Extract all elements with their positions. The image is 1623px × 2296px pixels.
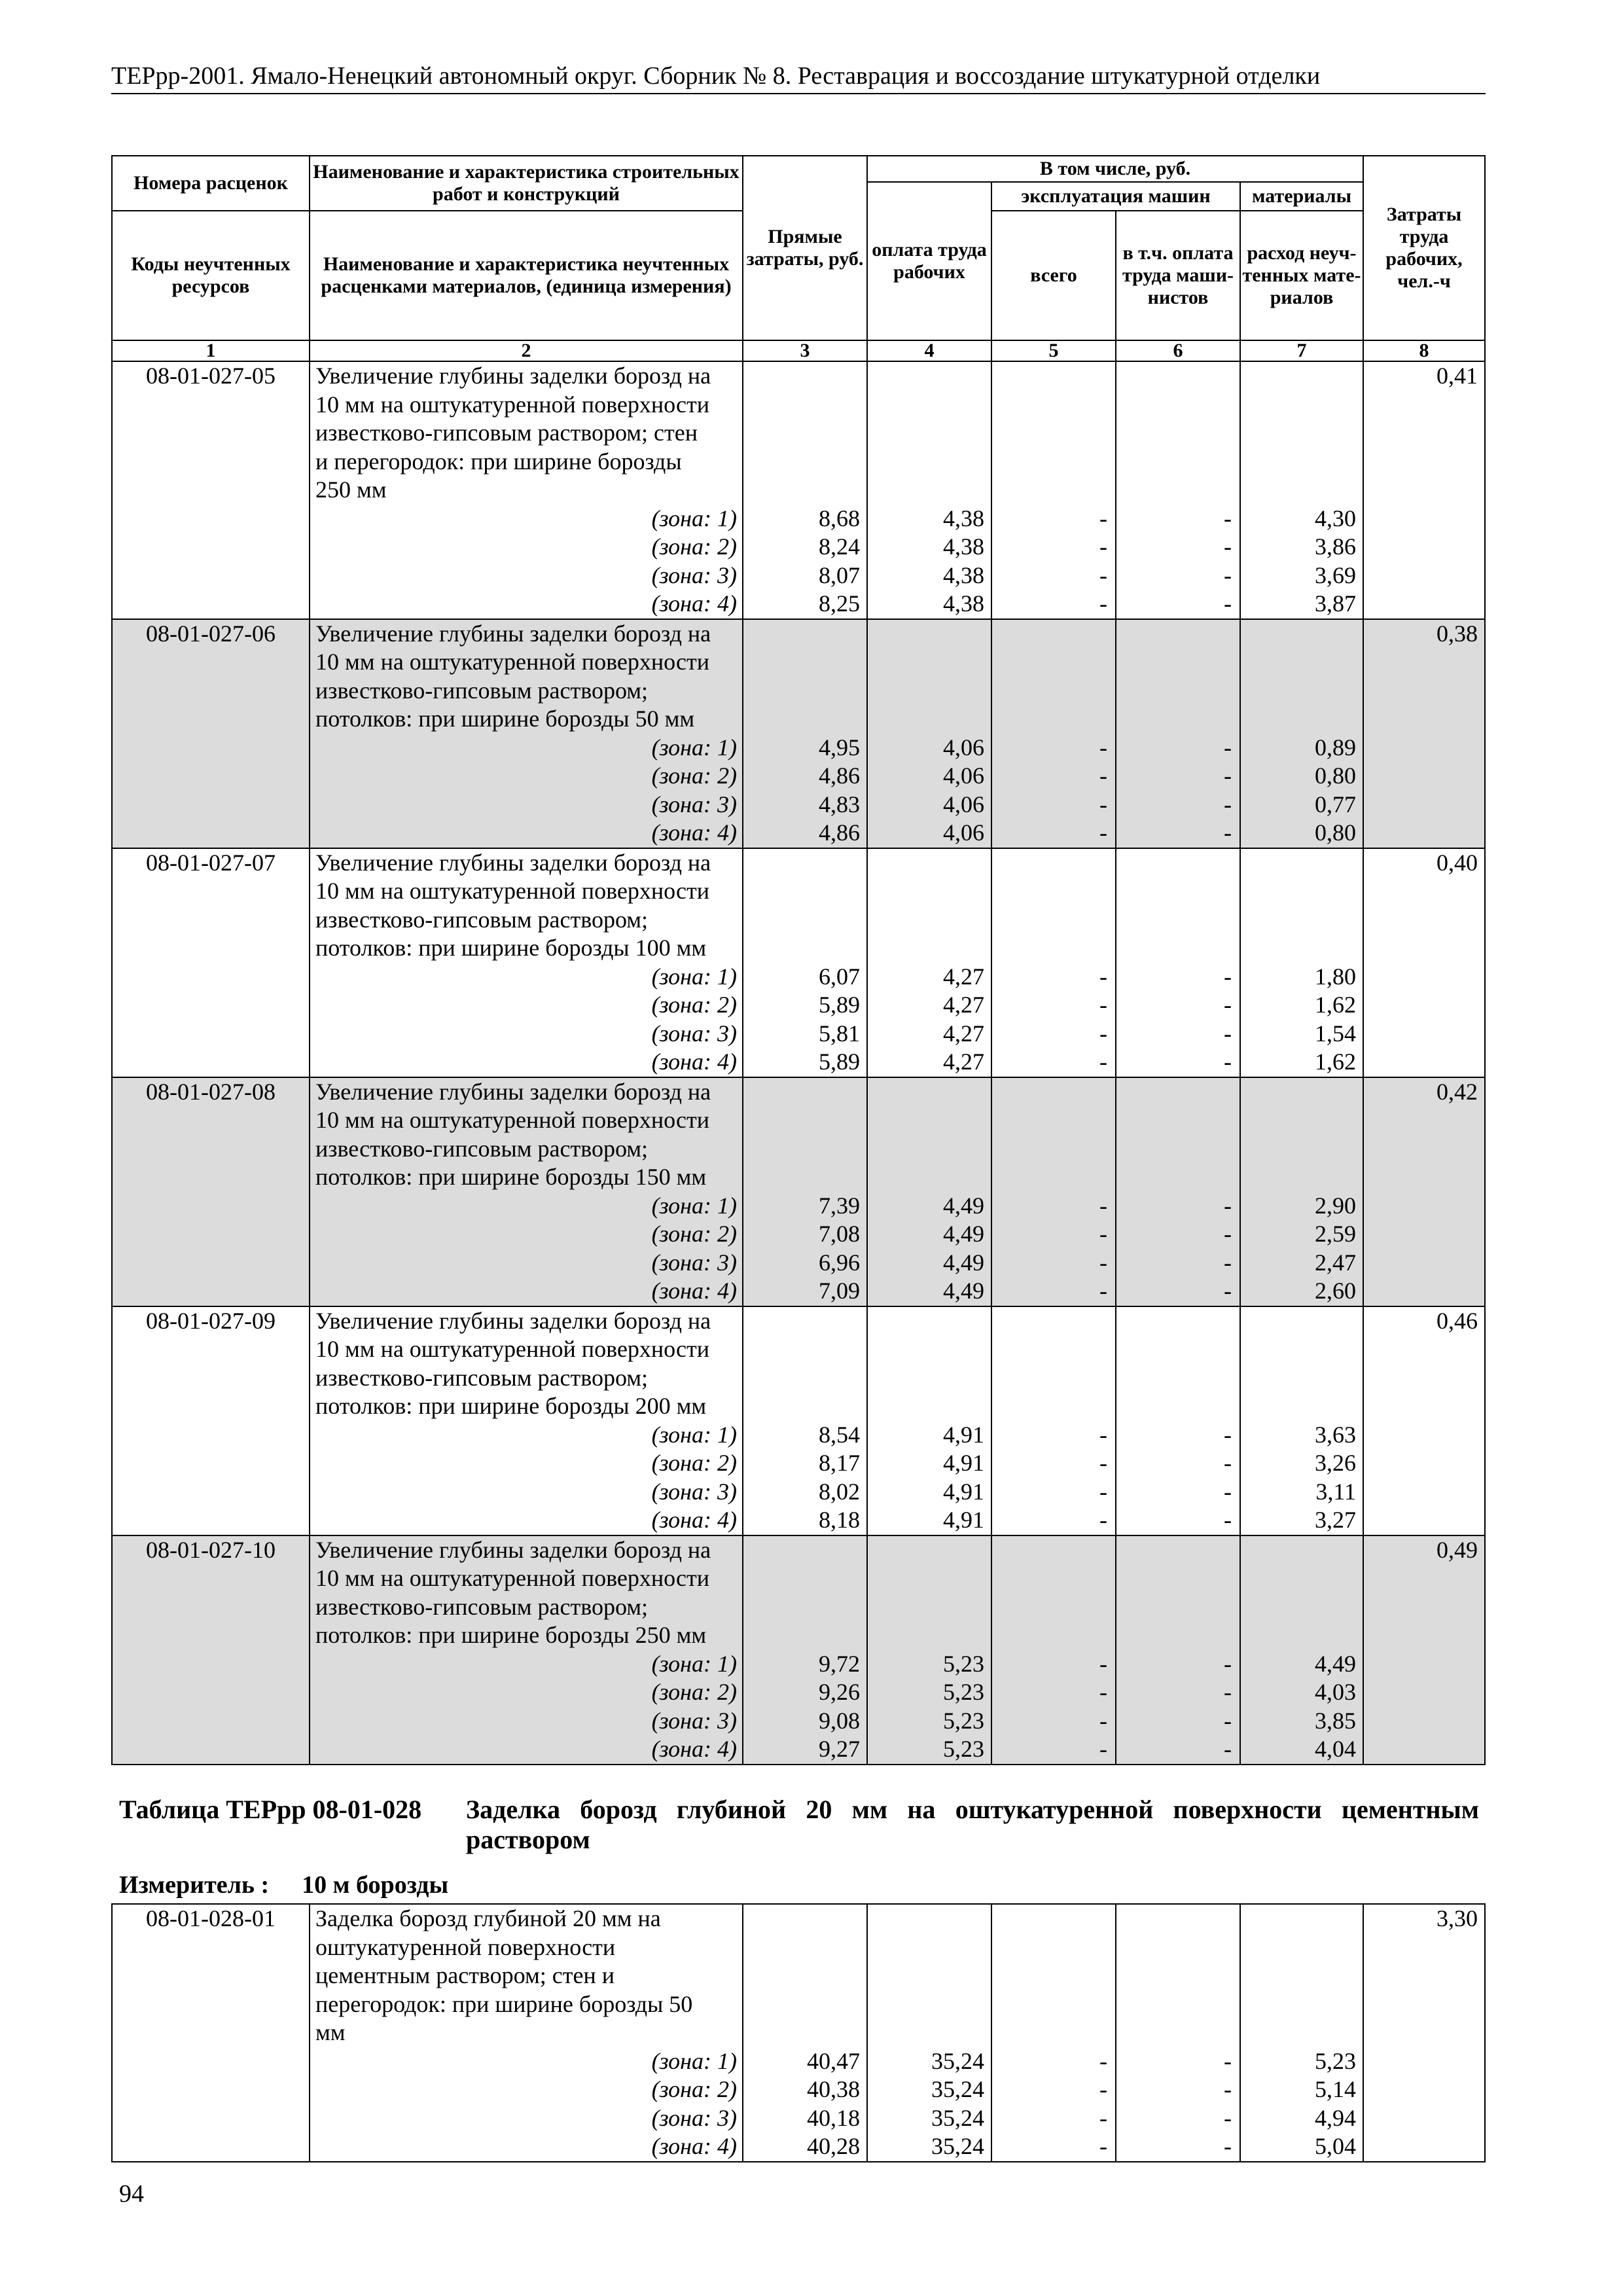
direct-cost: 9,26 <box>819 1679 860 1705</box>
labor-hours: 0,42 <box>1363 1077 1485 1306</box>
machine-cost-cell <box>991 848 1116 1077</box>
direct-cost: 4,83 <box>819 791 860 817</box>
machine-cost: - <box>1099 734 1107 761</box>
description-line: мм <box>315 2019 346 2045</box>
zone-label: (зона: 4) <box>651 590 737 617</box>
direct-cost: 9,08 <box>819 1707 860 1734</box>
material-cost-cell <box>1240 848 1363 1077</box>
description-line: потолков: при ширине борозды 50 мм <box>315 706 695 732</box>
material-cost: 3,85 <box>1315 1707 1357 1734</box>
machine-cost: - <box>1099 1450 1107 1476</box>
machine-operation-header: эксплуатация машин <box>991 182 1240 211</box>
rate-code: 08-01-027-08 <box>112 1077 310 1306</box>
labor-pay: 4,49 <box>943 1192 984 1219</box>
rates-table <box>111 155 1486 1765</box>
description-line: потолков: при ширине борозды 150 мм <box>315 1164 707 1190</box>
machine-cost: - <box>1099 2076 1107 2102</box>
material-cost-cell <box>1240 1904 1363 2162</box>
direct-cost: 8,54 <box>819 1421 860 1448</box>
labor-hours: 0,40 <box>1363 848 1485 1077</box>
description-line: оштукатуренной поверхности <box>315 1933 616 1960</box>
machine-cost: - <box>1099 1020 1107 1047</box>
machine-cost: - <box>1099 1507 1107 1533</box>
description-line: Увеличение глубины заделки борозд на <box>315 849 711 876</box>
rate-description <box>310 1077 743 1306</box>
labor-pay: 5,23 <box>943 1679 984 1705</box>
description-line: Заделка борозд глубиной 20 мм на <box>315 1905 661 1931</box>
direct-cost: 8,02 <box>819 1478 860 1505</box>
description-line: 10 мм на оштукатуренной поверхности <box>315 649 709 675</box>
labor-pay-cell <box>867 1535 991 1765</box>
labor-pay-header: оплата труда рабочих <box>867 182 991 340</box>
zone-label: (зона: 1) <box>651 505 737 531</box>
rate-code: 08-01-027-06 <box>112 619 310 848</box>
description-line: перегородок: при ширине борозды 50 <box>315 1990 693 2017</box>
zone-label: (зона: 1) <box>651 1650 737 1677</box>
page-header: ТЕРрр-2001. Ямало-Ненецкий автономный округ. Сборник № 8. Реставрация и воссоздание штукатурной отделки <box>111 60 1486 94</box>
machine-labor-cost: - <box>1224 533 1232 560</box>
description-line: Увеличение глубины заделки борозд на <box>315 363 711 389</box>
machine-cost: - <box>1099 992 1107 1018</box>
machine-cost: - <box>1099 1478 1107 1505</box>
material-cost: 2,47 <box>1315 1249 1357 1276</box>
material-cost: 0,89 <box>1315 734 1357 761</box>
zone-label: (зона: 4) <box>651 1049 737 1075</box>
machine-labor-cost: - <box>1224 1049 1232 1075</box>
materials-uncounted-header: расход неуч-тенных мате-риалов <box>1240 211 1363 340</box>
labor-pay-cell <box>867 361 991 619</box>
direct-cost: 40,47 <box>807 2047 860 2074</box>
machine-cost: - <box>1099 2133 1107 2159</box>
material-cost: 0,80 <box>1315 819 1357 846</box>
machine-labor-cost: - <box>1224 1278 1232 1304</box>
direct-cost: 8,68 <box>819 505 860 531</box>
machine-cost: - <box>1099 1650 1107 1677</box>
column-number: 8 <box>1363 340 1485 361</box>
material-cost: 3,86 <box>1315 533 1357 560</box>
direct-cost: 6,07 <box>819 963 860 990</box>
machine-labor-cost: - <box>1224 1221 1232 1247</box>
description-line: потолков: при ширине борозды 250 мм <box>315 1622 707 1648</box>
labor-pay: 4,91 <box>943 1450 984 1476</box>
table-label: Таблица ТЕРрр 08-01-028 <box>119 1795 422 1824</box>
machine-labor-cost: - <box>1224 1020 1232 1047</box>
material-cost: 1,54 <box>1315 1020 1357 1047</box>
rate-description <box>310 361 743 619</box>
machine-cost: - <box>1099 762 1107 789</box>
material-cost: 0,77 <box>1315 791 1357 817</box>
material-cost: 5,23 <box>1315 2047 1356 2074</box>
description-line: 10 мм на оштукатуренной поверхности <box>315 391 709 418</box>
machine-labor-cost: - <box>1224 562 1232 588</box>
machine-labor-cost: - <box>1224 1478 1232 1505</box>
labor-pay: 4,38 <box>943 590 984 617</box>
direct-cost-cell <box>743 1535 867 1765</box>
resource-codes-header: Коды неучтенных ресурсов <box>112 211 310 340</box>
labor-pay: 4,38 <box>943 505 984 531</box>
measure-label: Измеритель : <box>119 1871 270 1899</box>
labor-pay: 4,38 <box>943 562 984 588</box>
labor-pay: 35,24 <box>931 2047 984 2074</box>
material-cost: 0,80 <box>1315 762 1357 789</box>
machine-labor-cost: - <box>1224 992 1232 1018</box>
machine-cost: - <box>1099 1736 1107 1762</box>
description-line: 250 мм <box>315 476 387 503</box>
material-cost: 3,27 <box>1315 1507 1357 1533</box>
machine-cost: - <box>1099 1278 1107 1304</box>
labor-pay: 4,27 <box>943 963 984 990</box>
machine-cost: - <box>1099 2104 1107 2131</box>
material-cost-cell <box>1240 1535 1363 1765</box>
machine-cost: - <box>1099 1421 1107 1448</box>
direct-cost: 8,24 <box>819 533 860 560</box>
labor-pay: 4,91 <box>943 1421 984 1448</box>
material-cost-cell <box>1240 1306 1363 1535</box>
labor-pay: 35,24 <box>931 2104 984 2131</box>
zone-label: (зона: 1) <box>651 1192 737 1219</box>
description-line: и перегородок: при ширине борозды <box>315 448 682 475</box>
machine-labor-cost: - <box>1224 819 1232 846</box>
labor-pay-cell <box>867 1904 991 2162</box>
zone-label: (зона: 3) <box>651 1020 737 1047</box>
description-line: известково-гипсовым раствором; <box>315 906 649 933</box>
direct-cost: 8,07 <box>819 562 860 588</box>
material-cost: 4,94 <box>1315 2104 1356 2131</box>
machine-cost: - <box>1099 819 1107 846</box>
labor-hours: 3,30 <box>1363 1904 1485 2162</box>
machine-cost: - <box>1099 533 1107 560</box>
direct-cost-cell <box>743 361 867 619</box>
description-line: потолков: при ширине борозды 200 мм <box>315 1393 707 1419</box>
labor-pay-cell <box>867 1077 991 1306</box>
rate-description <box>310 1535 743 1765</box>
column-number: 5 <box>991 340 1116 361</box>
labor-pay: 4,06 <box>943 762 984 789</box>
labor-hours: 0,41 <box>1363 361 1485 619</box>
material-cost: 3,63 <box>1315 1421 1357 1448</box>
description-line: известково-гипсовым раствором; <box>315 1364 649 1391</box>
zone-label: (зона: 2) <box>651 1450 737 1476</box>
material-cost: 5,14 <box>1315 2076 1356 2102</box>
machine-cost: - <box>1099 791 1107 817</box>
rate-description <box>310 1904 743 2162</box>
material-cost-cell <box>1240 1077 1363 1306</box>
zone-label: (зона: 4) <box>651 1507 737 1533</box>
labor-pay: 4,91 <box>943 1507 984 1533</box>
direct-cost: 8,17 <box>819 1450 860 1476</box>
material-cost: 2,90 <box>1315 1192 1357 1219</box>
zone-label: (зона: 3) <box>651 2104 737 2131</box>
machine-labor-cost-cell <box>1116 1904 1240 2162</box>
machine-cost-cell <box>991 361 1116 619</box>
description-line: Увеличение глубины заделки борозд на <box>315 1536 711 1563</box>
material-cost: 1,80 <box>1315 963 1357 990</box>
rate-code: 08-01-028-01 <box>112 1904 310 2162</box>
labor-pay: 4,06 <box>943 734 984 761</box>
material-cost: 5,04 <box>1315 2133 1356 2159</box>
machine-total-header: всего <box>991 211 1116 340</box>
direct-cost: 9,27 <box>819 1736 860 1762</box>
rate-row <box>112 1904 1485 2162</box>
rates-table-028 <box>111 1903 1486 2162</box>
zone-label: (зона: 3) <box>651 791 737 817</box>
rate-row <box>112 1535 1485 1765</box>
machine-labor-cost: - <box>1224 1421 1232 1448</box>
zone-label: (зона: 2) <box>651 1221 737 1247</box>
direct-cost: 5,81 <box>819 1020 860 1047</box>
zone-label: (зона: 1) <box>651 2047 737 2074</box>
description-line: известково-гипсовым раствором; <box>315 1135 649 1162</box>
column-number: 6 <box>1116 340 1240 361</box>
zone-label: (зона: 2) <box>651 533 737 560</box>
machine-cost-cell <box>991 1904 1116 2162</box>
zone-label: (зона: 1) <box>651 963 737 990</box>
direct-cost: 7,09 <box>819 1278 860 1304</box>
labor-pay: 5,23 <box>943 1707 984 1734</box>
machine-labor-cost: - <box>1224 791 1232 817</box>
column-number: 2 <box>310 340 743 361</box>
rate-row <box>112 848 1485 1077</box>
machine-labor-cost-cell <box>1116 1306 1240 1535</box>
rate-row <box>112 619 1485 848</box>
machine-labor-cost: - <box>1224 505 1232 531</box>
column-number: 4 <box>867 340 991 361</box>
rate-description <box>310 619 743 848</box>
rate-description <box>310 848 743 1077</box>
labor-hours: 0,38 <box>1363 619 1485 848</box>
description-line: потолков: при ширине борозды 100 мм <box>315 935 707 961</box>
zone-label: (зона: 4) <box>651 819 737 846</box>
rate-code: 08-01-027-10 <box>112 1535 310 1765</box>
direct-cost: 8,18 <box>819 1507 860 1533</box>
zone-label: (зона: 3) <box>651 1478 737 1505</box>
labor-pay: 4,91 <box>943 1478 984 1505</box>
rate-code: 08-01-027-09 <box>112 1306 310 1535</box>
machine-cost-cell <box>991 1306 1116 1535</box>
column-number: 7 <box>1240 340 1363 361</box>
material-cost: 3,69 <box>1315 562 1357 588</box>
labor-pay-cell <box>867 848 991 1077</box>
machine-labor-cost: - <box>1224 590 1232 617</box>
machine-labor-cost: - <box>1224 734 1232 761</box>
direct-cost: 40,38 <box>807 2076 860 2102</box>
direct-cost: 7,39 <box>819 1192 860 1219</box>
direct-cost: 5,89 <box>819 992 860 1018</box>
rate-code: 08-01-027-07 <box>112 848 310 1077</box>
machine-cost-cell <box>991 1535 1116 1765</box>
machine-labor-cost: - <box>1224 2076 1232 2102</box>
zone-label: (зона: 2) <box>651 1679 737 1705</box>
machine-cost: - <box>1099 1192 1107 1219</box>
rate-row <box>112 361 1485 619</box>
labor-pay: 4,27 <box>943 1020 984 1047</box>
direct-cost: 7,08 <box>819 1221 860 1247</box>
rate-row <box>112 1306 1485 1535</box>
column-number: 1 <box>112 340 310 361</box>
material-cost: 4,04 <box>1315 1736 1357 1762</box>
labor-pay: 35,24 <box>931 2076 984 2102</box>
machine-cost: - <box>1099 590 1107 617</box>
labor-pay: 4,38 <box>943 533 984 560</box>
zone-label: (зона: 3) <box>651 1707 737 1734</box>
labor-pay: 4,27 <box>943 992 984 1018</box>
machine-cost: - <box>1099 505 1107 531</box>
machine-labor-cost-cell <box>1116 361 1240 619</box>
direct-cost-cell <box>743 1077 867 1306</box>
description-line: 10 мм на оштукатуренной поверхности <box>315 1107 709 1133</box>
zone-label: (зона: 4) <box>651 2133 737 2159</box>
zone-label: (зона: 1) <box>651 734 737 761</box>
work-name-header: Наименование и характеристика строительных работ и конструкций <box>310 156 743 211</box>
rate-numbers-header: Номера расценок <box>112 156 310 211</box>
machine-labor-cost: - <box>1224 1192 1232 1219</box>
material-cost: 3,26 <box>1315 1450 1357 1476</box>
description-line: цементным раствором; стен и <box>315 1962 615 1988</box>
zone-label: (зона: 2) <box>651 762 737 789</box>
zone-label: (зона: 3) <box>651 562 737 588</box>
material-cost-cell <box>1240 361 1363 619</box>
zone-label: (зона: 3) <box>651 1249 737 1276</box>
material-cost: 2,59 <box>1315 1221 1357 1247</box>
machine-cost: - <box>1099 1221 1107 1247</box>
labor-hours: 0,49 <box>1363 1535 1485 1765</box>
machine-cost: - <box>1099 1249 1107 1276</box>
machine-labor-cost: - <box>1224 2047 1232 2074</box>
zone-label: (зона: 2) <box>651 992 737 1018</box>
direct-cost-cell <box>743 1904 867 2162</box>
machine-labor-cost: - <box>1224 1650 1232 1677</box>
machine-labor-cost: - <box>1224 2133 1232 2159</box>
machine-labor-header: в т.ч. оплата труда маши-нистов <box>1116 211 1240 340</box>
zone-label: (зона: 4) <box>651 1736 737 1762</box>
page-number: 94 <box>119 2180 144 2208</box>
direct-costs-header: Прямые затраты, руб. <box>743 156 867 340</box>
labor-pay-cell <box>867 1306 991 1535</box>
description-line: 10 мм на оштукатуренной поверхности <box>315 1565 709 1591</box>
machine-labor-cost: - <box>1224 1707 1232 1734</box>
machine-labor-cost-cell <box>1116 619 1240 848</box>
direct-cost: 4,95 <box>819 734 860 761</box>
machine-labor-cost-cell <box>1116 1077 1240 1306</box>
machine-cost-cell <box>991 1077 1116 1306</box>
direct-cost-cell <box>743 1306 867 1535</box>
labor-pay: 4,06 <box>943 791 984 817</box>
direct-cost: 4,86 <box>819 762 860 789</box>
material-cost: 4,49 <box>1315 1650 1357 1677</box>
description-line: Увеличение глубины заделки борозд на <box>315 1078 711 1105</box>
material-name-header: Наименование и характеристика неучтенных расценками материалов, (единица измерения) <box>310 211 743 340</box>
description-line: 10 мм на оштукатуренной поверхности <box>315 1336 709 1362</box>
direct-cost: 8,25 <box>819 590 860 617</box>
labor-hours-header: Затраты труда рабочих, чел.-ч <box>1363 156 1485 340</box>
measure-line <box>119 1871 448 1899</box>
machine-cost: - <box>1099 1049 1107 1075</box>
machine-labor-cost: - <box>1224 1249 1232 1276</box>
labor-pay: 4,06 <box>943 819 984 846</box>
machine-labor-cost: - <box>1224 1507 1232 1533</box>
machine-labor-cost: - <box>1224 963 1232 990</box>
direct-cost: 40,18 <box>807 2104 860 2131</box>
measure-value: 10 м борозды <box>302 1871 449 1899</box>
zone-label: (зона: 1) <box>651 1421 737 1448</box>
machine-labor-cost: - <box>1224 2104 1232 2131</box>
table-caption: Заделка борозд глубиной 20 мм на оштукатуренной поверхности цементным раствором <box>466 1795 1479 1854</box>
rate-description <box>310 1306 743 1535</box>
description-line: Увеличение глубины заделки борозд на <box>315 1307 711 1334</box>
material-cost: 4,03 <box>1315 1679 1357 1705</box>
description-line: известково-гипсовым раствором; стен <box>315 420 698 446</box>
labor-pay: 4,49 <box>943 1278 984 1304</box>
machine-cost: - <box>1099 963 1107 990</box>
machine-labor-cost-cell <box>1116 1535 1240 1765</box>
material-cost: 3,87 <box>1315 590 1357 617</box>
material-cost: 2,60 <box>1315 1278 1357 1304</box>
machine-cost-cell <box>991 619 1116 848</box>
labor-pay: 35,24 <box>931 2133 984 2159</box>
material-cost: 1,62 <box>1315 1049 1357 1075</box>
labor-hours: 0,46 <box>1363 1306 1485 1535</box>
column-number: 3 <box>743 340 867 361</box>
rate-row <box>112 1077 1485 1306</box>
description-line: 10 мм на оштукатуренной поверхности <box>315 878 709 904</box>
description-line: известково-гипсовым раствором; <box>315 677 649 704</box>
machine-cost: - <box>1099 1679 1107 1705</box>
rate-code: 08-01-027-05 <box>112 361 310 619</box>
machine-labor-cost: - <box>1224 762 1232 789</box>
machine-cost: - <box>1099 1707 1107 1734</box>
machine-labor-cost-cell <box>1116 848 1240 1077</box>
machine-labor-cost: - <box>1224 1679 1232 1705</box>
machine-labor-cost: - <box>1224 1450 1232 1476</box>
labor-pay: 5,23 <box>943 1650 984 1677</box>
material-cost: 1,62 <box>1315 992 1357 1018</box>
machine-cost: - <box>1099 2047 1107 2074</box>
description-line: Увеличение глубины заделки борозд на <box>315 620 711 647</box>
description-line: известково-гипсовым раствором; <box>315 1593 649 1620</box>
direct-cost-cell <box>743 619 867 848</box>
materials-header: материалы <box>1240 182 1363 211</box>
material-cost: 3,11 <box>1315 1478 1357 1505</box>
machine-cost: - <box>1099 562 1107 588</box>
material-cost-cell <box>1240 619 1363 848</box>
zone-label: (зона: 2) <box>651 2076 737 2102</box>
direct-cost: 40,28 <box>807 2133 860 2159</box>
direct-cost: 4,86 <box>819 819 860 846</box>
direct-cost-cell <box>743 848 867 1077</box>
including-header: В том числе, руб. <box>867 156 1363 182</box>
material-cost: 4,30 <box>1315 505 1357 531</box>
zone-label: (зона: 4) <box>651 1278 737 1304</box>
labor-pay: 5,23 <box>943 1736 984 1762</box>
direct-cost: 9,72 <box>819 1650 860 1677</box>
direct-cost: 5,89 <box>819 1049 860 1075</box>
labor-pay-cell <box>867 619 991 848</box>
machine-labor-cost: - <box>1224 1736 1232 1762</box>
direct-cost: 6,96 <box>819 1249 860 1276</box>
labor-pay: 4,49 <box>943 1221 984 1247</box>
labor-pay: 4,27 <box>943 1049 984 1075</box>
labor-pay: 4,49 <box>943 1249 984 1276</box>
